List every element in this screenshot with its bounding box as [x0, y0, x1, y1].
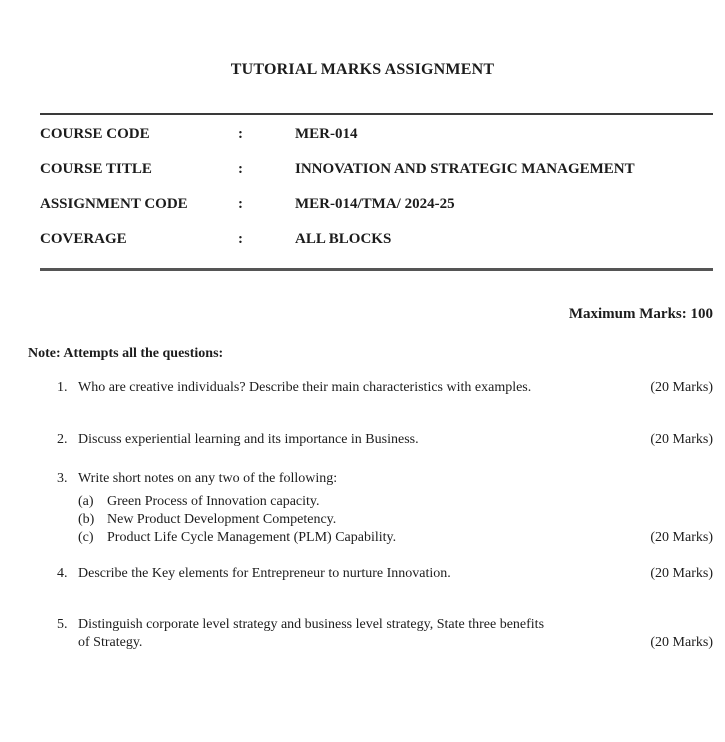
field-separator: :: [238, 196, 243, 212]
question-number: 2.: [57, 432, 68, 447]
question-number: 5.: [57, 617, 68, 632]
question-marks: (20 Marks): [650, 635, 713, 650]
field-value: MER-014/TMA/ 2024-25: [295, 196, 455, 212]
page-title: TUTORIAL MARKS ASSIGNMENT: [230, 61, 495, 78]
question-text: [78, 379, 623, 397]
question-item-3: [57, 470, 713, 547]
course-title-row: [40, 160, 713, 179]
subquestion-text: New Product Development Competency.: [107, 512, 337, 527]
question-line: Describe the Key elements for Entrepreneur to nurture Innovation.: [78, 566, 451, 581]
question-line: of Strategy.: [78, 635, 143, 650]
subquestion-item-a: [78, 493, 623, 511]
field-separator: :: [238, 161, 243, 177]
field-value: INNOVATION AND STRATEGIC MANAGEMENT: [295, 161, 635, 177]
question-marks: (20 Marks): [650, 530, 713, 545]
subquestion-text: Product Life Cycle Management (PLM) Capability.: [107, 530, 397, 545]
field-label: COVERAGE: [40, 231, 127, 247]
subquestion-item-b: [78, 511, 623, 529]
question-line: Distinguish corporate level strategy and business level strategy, State three benefits: [78, 617, 545, 632]
question-item-2: [57, 431, 713, 449]
subquestion-text: Green Process of Innovation capacity.: [107, 494, 320, 509]
course-code-row: [40, 125, 713, 144]
question-text: [78, 616, 623, 652]
question-number: 3.: [57, 471, 68, 486]
question-item-5: [57, 616, 713, 652]
question-marks: (20 Marks): [650, 432, 713, 447]
assignment-code-row: [40, 195, 713, 214]
field-separator: :: [238, 231, 243, 247]
question-number: 1.: [57, 380, 68, 395]
questions-list: [57, 379, 713, 652]
question-item-1: [57, 379, 713, 397]
question-text: [78, 565, 623, 583]
field-label: COURSE CODE: [40, 126, 150, 142]
field-label: COURSE TITLE: [40, 161, 152, 177]
question-item-4: [57, 565, 713, 583]
subquestion-item-c: [78, 529, 623, 547]
question-line: Who are creative individuals? Describe their main characteristics with examples.: [78, 380, 532, 395]
question-number: 4.: [57, 566, 68, 581]
course-info-table: [40, 113, 713, 271]
question-marks: (20 Marks): [650, 566, 713, 581]
field-label: ASSIGNMENT CODE: [40, 196, 188, 212]
question-text: [78, 470, 623, 547]
question-line: Write short notes on any two of the following:: [78, 471, 338, 486]
subquestion-label: (a): [78, 494, 94, 509]
question-text: [78, 431, 623, 449]
maximum-marks-text: Maximum Marks: 100: [568, 306, 713, 322]
field-separator: :: [238, 126, 243, 142]
assignment-document-page: [0, 60, 725, 742]
field-value: MER-014: [295, 126, 358, 142]
subquestion-label: (c): [78, 530, 94, 545]
question-line: Discuss experiential learning and its importance in Business.: [78, 432, 419, 447]
coverage-row: [40, 230, 713, 249]
subquestion-label: (b): [78, 512, 95, 527]
question-marks: (20 Marks): [650, 380, 713, 395]
subquestion-list: [78, 493, 623, 547]
field-value: ALL BLOCKS: [295, 231, 392, 247]
note-text: Note: Attempts all the questions:: [28, 346, 224, 361]
